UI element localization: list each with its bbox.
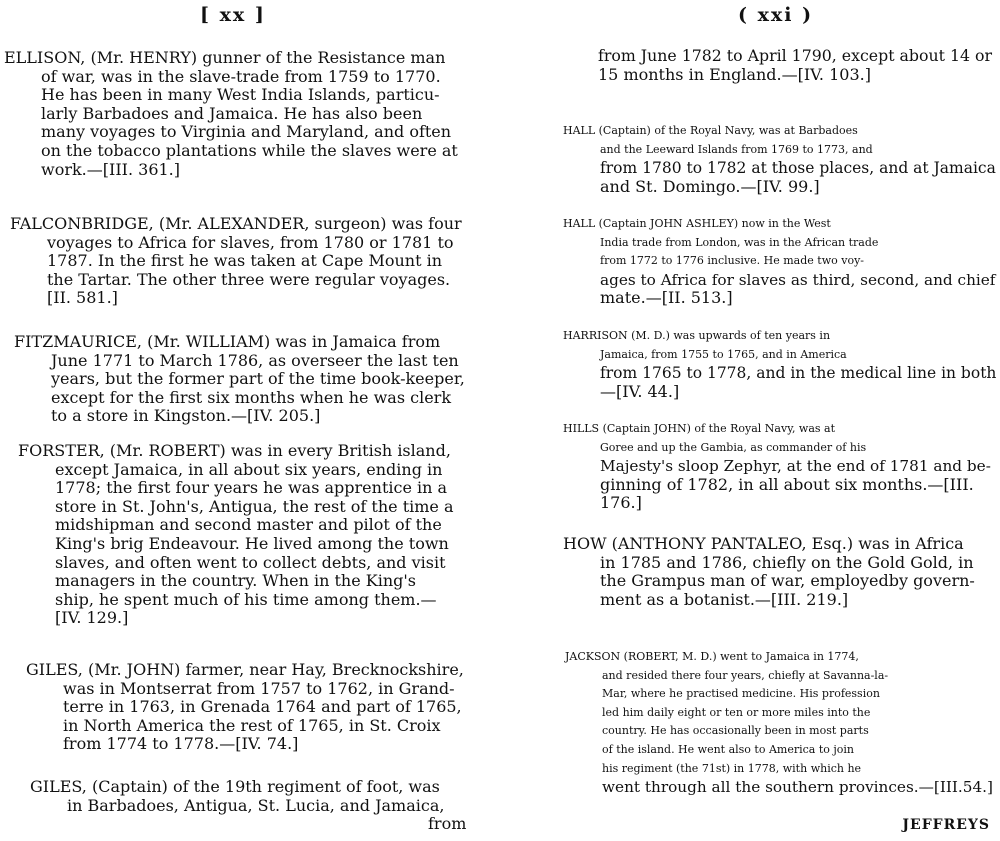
entry-line: Mar, where he practised medicine. His profession [602, 687, 880, 701]
entry-line: of the island. He went also to America to join [602, 742, 855, 756]
entry-line: 1778; the first four years he was apprentice in a [55, 478, 448, 498]
entry-falconbridge [10, 215, 462, 308]
entry-line: of war, was in the slave-trade from 1759 to 1770. [41, 66, 441, 86]
entry-jackson [565, 648, 993, 797]
entry-line: He has been in many West India Islands, particu- [41, 85, 440, 105]
entry-line: and St. Domingo.—[IV. 99.] [600, 176, 820, 196]
entry-harrison [563, 327, 996, 401]
entry-line: country. He has occasionally been in most parts [602, 724, 869, 738]
entry-line: terre in 1763, in Grenada 1764 and part of 1765, [63, 697, 462, 717]
entry-line: FALCONBRIDGE, (Mr. ALEXANDER, surgeon) was four [10, 214, 462, 233]
entry-line: JACKSON (ROBERT, M. D.) went to Jamaica in 1774, [565, 650, 859, 663]
entry-line: GILES, (Mr. JOHN) farmer, near Hay, Brecknockshire, [26, 660, 464, 679]
entry-line: HARRISON (M. D.) was upwards of ten years in [563, 329, 831, 342]
catchword: from [428, 814, 467, 834]
page-number: [ xx ] [200, 4, 266, 26]
entry-line: led him daily eight or ten or more miles into the [602, 705, 871, 719]
entry-line: work.—[III. 361.] [41, 159, 180, 179]
entry-line: on the tobacco plantations while the slaves were at [41, 140, 458, 160]
entry-line: Jamaica, from 1755 to 1765, and in America [600, 347, 847, 361]
entry-giles-continued [598, 47, 992, 84]
entry-line: many voyages to Virginia and Maryland, and often [41, 122, 452, 142]
entry-line: 1787. In the first he was taken at Cape Mount in [47, 251, 443, 271]
entry-line: from June 1782 to April 1790, except about 14 or [598, 46, 993, 65]
entry-line: from 1772 to 1776 inclusive. He made two voy- [600, 254, 865, 268]
entry-line: GILES, (Captain) of the 19th regiment of foot, was [30, 777, 440, 796]
entry-how [563, 535, 975, 609]
entry-line: ages to Africa for slaves as third, second, and chief [600, 270, 996, 289]
entry-line: [II. 581.] [47, 288, 118, 308]
entry-fitzmaurice [14, 333, 465, 426]
entry-line: FORSTER, (Mr. ROBERT) was in every British island, [18, 441, 451, 460]
entry-line: Majesty's sloop Zephyr, at the end of 1781 and be- [600, 457, 991, 476]
entry-line: midshipman and second master and pilot of the [55, 515, 442, 535]
entry-line: HALL (Captain) of the Royal Navy, was at Barbadoes [563, 124, 858, 137]
entry-line: went through all the southern provinces.—[III.54.] [602, 778, 993, 797]
entry-giles-john [26, 661, 464, 754]
entry-line: ship, he spent much of his time among them.— [55, 589, 437, 609]
entry-ellison [4, 49, 458, 179]
entry-forster [18, 442, 454, 628]
entry-line: his regiment (the 71st) in 1778, with which he [602, 761, 862, 775]
entry-line: the Grampus man of war, employedby govern- [600, 571, 975, 591]
entry-line: 15 months in England.—[IV. 103.] [598, 64, 871, 84]
entry-line: ELLISON, (Mr. HENRY) gunner of the Resistance man [4, 48, 446, 67]
entry-line: and the Leeward Islands from 1769 to 1773, and [600, 142, 873, 156]
entry-line: India trade from London, was in the African trade [600, 235, 879, 249]
entry-line: except for the first six months when he was clerk [51, 387, 452, 407]
entry-line: ginning of 1782, in all about six months.—[III. [600, 474, 974, 494]
entry-line: larly Barbadoes and Jamaica. He has also been [41, 103, 423, 123]
entry-line: FITZMAURICE, (Mr. WILLIAM) was in Jamaica from [14, 332, 441, 351]
entry-line: ment as a botanist.—[III. 219.] [600, 589, 849, 609]
entry-hall-captain [563, 122, 996, 196]
catchword: JEFFREYS [902, 817, 990, 833]
entry-line: King's brig Endeavour. He lived among the town [55, 533, 449, 553]
entry-hills [563, 420, 991, 513]
page-number: ( xxi ) [738, 4, 814, 26]
entry-line: managers in the country. When in the King's [55, 571, 417, 591]
entry-line: from 1780 to 1782 at those places, and at Jamaica [600, 159, 996, 178]
entry-line: except Jamaica, in all about six years, ending in [55, 459, 443, 479]
entry-line: the Tartar. The other three were regular voyages. [47, 269, 451, 289]
entry-line: to a store in Kingston.—[IV. 205.] [51, 406, 321, 426]
entry-line: in Barbadoes, Antigua, St. Lucia, and Jamaica, [67, 795, 445, 815]
entry-line: mate.—[II. 513.] [600, 288, 733, 308]
entry-line: voyages to Africa for slaves, from 1780 or 1781 to [47, 232, 454, 252]
entry-hall-john-ashley [563, 215, 995, 308]
entry-line: in 1785 and 1786, chiefly on the Gold Gold, in [600, 552, 974, 572]
entry-line: Goree and up the Gambia, as commander of his [600, 440, 867, 454]
entry-line: June 1771 to March 1786, as overseer the last ten [51, 350, 459, 370]
entry-line: store in St. John's, Antigua, the rest of the time a [55, 496, 454, 516]
entry-line: years, but the former part of the time book-keeper, [51, 369, 465, 389]
entry-giles-captain [30, 778, 466, 834]
entry-line: from 1774 to 1778.—[IV. 74.] [63, 734, 299, 754]
entry-line: slaves, and often went to collect debts, and visit [55, 552, 446, 572]
entry-line: HALL (Captain JOHN ASHLEY) now in the West [563, 217, 831, 230]
entry-line: HOW (ANTHONY PANTALEO, Esq.) was in Africa [563, 534, 964, 553]
entry-line: HILLS (Captain JOHN) of the Royal Navy, was at [563, 422, 836, 435]
entry-line: in North America the rest of 1765, in St. Croix [63, 715, 441, 735]
entry-line: and resided there four years, chiefly at Savanna-la- [602, 668, 889, 682]
entry-line: from 1765 to 1778, and in the medical line in both [600, 364, 997, 383]
entry-line: —[IV. 44.] [600, 381, 680, 401]
entry-line: was in Montserrat from 1757 to 1762, in Grand- [63, 678, 455, 698]
entry-line: 176.] [600, 493, 642, 513]
entry-line: [IV. 129.] [55, 608, 129, 628]
